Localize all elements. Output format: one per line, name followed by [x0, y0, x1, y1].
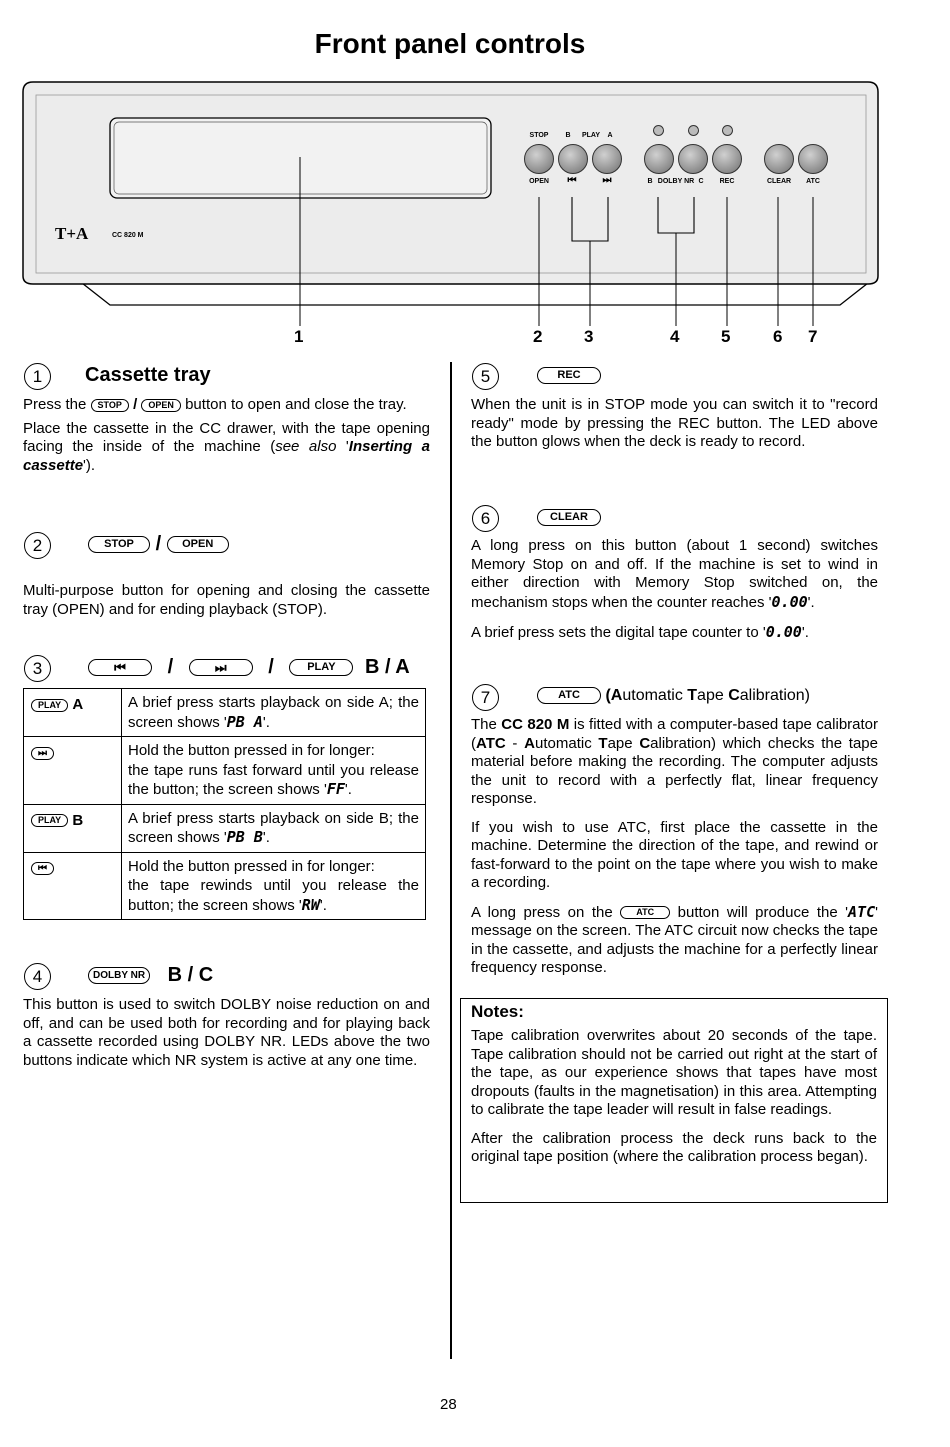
- label-stop: STOP: [529, 132, 549, 139]
- label-dolby: DOLBY NR: [657, 178, 695, 185]
- label-c-bottom: C: [698, 178, 704, 185]
- ff-button-icon-table: ⏭: [31, 747, 54, 760]
- section-7-para-3: [471, 903, 878, 978]
- section-3-table: [23, 688, 426, 920]
- s7-h-c: C: [728, 687, 740, 704]
- row-desc-ff: [122, 737, 426, 805]
- s7-c-bold: C: [639, 734, 651, 752]
- label-b-bottom: B: [647, 178, 653, 185]
- panel-clear-button: [764, 144, 794, 174]
- row-text-1: Hold the button pressed in for longer:: [128, 857, 375, 875]
- s7-h-a: A: [610, 687, 623, 704]
- section-4-body: This button is used to switch DOLBY noise reduction on and off, and can be used both for recording and for playing back a cassette recorded using DOLBY NR. LEDs above the two buttons indicate which NR system is active at any one time.: [23, 996, 430, 1069]
- row-text: A brief press starts playback on side A; the screen shows ': [128, 694, 419, 731]
- clear-button-icon: CLEAR: [537, 509, 601, 526]
- s1-slash: /: [133, 396, 138, 413]
- section-number-2: 2: [24, 532, 51, 559]
- section-6-para-2: [471, 623, 878, 643]
- label-rew-icon: ⏮: [567, 175, 577, 186]
- lcd-counter-zero: 0.00: [771, 592, 808, 611]
- table-row: [24, 689, 426, 737]
- section-1-body: [23, 396, 430, 475]
- panel-dolby-c-button: [678, 144, 708, 174]
- label-a-top: A: [607, 132, 613, 139]
- lcd-atc: ATC: [848, 902, 876, 921]
- callout-4: 4: [670, 327, 680, 346]
- section-2-heading: [88, 533, 229, 556]
- callout-2: 2: [533, 327, 543, 346]
- notes-title: Notes:: [471, 1002, 524, 1021]
- lcd-rw: RW: [301, 895, 320, 914]
- label-clear: CLEAR: [766, 178, 792, 185]
- callout-5: 5: [721, 327, 731, 346]
- row-end: '.: [262, 829, 270, 846]
- row-text-1: Hold the button pressed in for longer:: [128, 742, 375, 759]
- page-title: Front panel controls: [314, 28, 586, 59]
- panel-play-ff-button: [592, 144, 622, 174]
- s7-p3-b: button will produce the ': [677, 903, 849, 921]
- model-label: CC 820 M: [112, 232, 144, 239]
- section-7-para-1: [471, 716, 878, 809]
- row-end: '.: [344, 781, 352, 798]
- section-4-heading: [88, 964, 213, 987]
- section-6-para-1: [471, 537, 878, 612]
- s7-h-utomatic: utomatic: [622, 687, 688, 704]
- section-number-5: 5: [472, 363, 499, 390]
- row-end: '.: [319, 896, 327, 914]
- s1-ref-inserting: Inserting a cassette: [23, 438, 430, 474]
- s7-p1-b: is fitted with a computer-based tape calibrator (: [471, 716, 879, 752]
- s3-slash-2: /: [268, 656, 274, 678]
- atc-button-icon: ATC: [537, 687, 601, 704]
- lcd-ff: FF: [326, 780, 345, 798]
- s7-p1-c: utomatic: [535, 734, 599, 752]
- front-panel-illustration: [0, 0, 950, 350]
- s7-paren: (: [605, 687, 611, 704]
- s7-t-bold: T: [598, 734, 608, 752]
- panel-rewind-button: [558, 144, 588, 174]
- s7-h-ape: ape: [697, 687, 729, 704]
- s1-see-also: see also: [275, 438, 337, 455]
- label-rec: REC: [719, 178, 735, 185]
- label-open: OPEN: [529, 178, 549, 185]
- play-button-icon-b: PLAY: [31, 814, 68, 827]
- s7-p1-d: ape: [607, 734, 640, 752]
- s6-p2-end: '.: [801, 624, 809, 641]
- stop-button-icon-2: STOP: [88, 536, 150, 553]
- s7-model: CC 820 M: [501, 716, 570, 733]
- section-1-para-1: [23, 396, 430, 415]
- section-6-body: [471, 537, 878, 643]
- s6-p1-end: '.: [807, 593, 815, 611]
- lcd-pb-b: PB B: [226, 828, 263, 846]
- s1-end: ').: [83, 456, 96, 474]
- page-number: 28: [440, 1396, 457, 1413]
- panel-dolby-b-button: [644, 144, 674, 174]
- s7-p3-c: ' message on the screen. The ATC circuit now checks the tape in the cassette, and adjusts the machine for a perfectly linear frequency response.: [471, 903, 878, 976]
- rewind-button-icon: ⏮: [88, 659, 152, 676]
- label-play: PLAY: [581, 132, 601, 139]
- row-text: A brief press starts playback on side B; the screen shows ': [128, 809, 419, 846]
- callout-7: 7: [808, 327, 818, 346]
- row-key-ff: [24, 737, 122, 805]
- callout-3: 3: [584, 327, 594, 346]
- s7-p3-a: A long press on the: [471, 903, 613, 921]
- row-desc-play-b: [122, 804, 426, 852]
- section-number-3: 3: [24, 655, 51, 682]
- brand-logo: T+A: [55, 224, 89, 243]
- notes-para-1: Tape calibration overwrites about 20 seconds of the tape. Tape calibration should not be carried out right at the start of the tape, as our experience shows that tapes have most dropouts (faults in the magnetisation) in this area. Attempting to calibrate the tape leader will result in false readings.: [471, 1027, 877, 1118]
- s7-p1-a: The: [471, 716, 502, 733]
- rec-button-icon: REC: [537, 367, 601, 384]
- s7-p1-e: alibration) which checks the tape material before making the recording. The computer adjusts the unit to record with a perfectly flat, linear frequency response.: [471, 734, 878, 807]
- s7-atc-bold: ATC: [476, 734, 506, 752]
- s2-slash: /: [155, 533, 162, 555]
- section-number-6: 6: [472, 505, 499, 532]
- section-2-body: Multi-purpose button for opening and closing the cassette tray (OPEN) and for ending playback (STOP).: [23, 582, 430, 618]
- side-b-label: B: [72, 811, 84, 829]
- section-number-1: 1: [24, 363, 51, 390]
- section-7-body: [471, 716, 878, 978]
- play-button-icon-a: PLAY: [31, 699, 68, 712]
- panel-atc-button: [798, 144, 828, 174]
- s7-dash: -: [505, 734, 525, 752]
- section-title-cassette-tray: Cassette tray: [85, 364, 211, 386]
- label-atc: ATC: [806, 178, 820, 185]
- s7-h-alibration: alibration): [739, 687, 811, 704]
- s1-quote: ': [336, 438, 349, 455]
- led-rec: [722, 125, 733, 136]
- notes-para-2: After the calibration process the deck runs back to the original tape position (where the calibration process began).: [471, 1129, 877, 1165]
- s3-slash-1: /: [167, 656, 174, 678]
- table-row: [24, 737, 426, 805]
- lcd-counter-zero-2: 0.00: [765, 623, 802, 641]
- led-dolby-c: [688, 125, 699, 136]
- row-key-play-b: [24, 804, 122, 852]
- section-number-4: 4: [24, 963, 51, 990]
- led-dolby-b: [653, 125, 664, 136]
- s4-suffix: B / C: [167, 964, 214, 986]
- s1-p2-text: Place the cassette in the CC drawer, with the tape opening facing the inside of the machine (: [23, 419, 430, 455]
- panel-rec-button: [712, 144, 742, 174]
- s7-a-bold: A: [524, 734, 535, 752]
- s1-text-b: button to open and close the tray.: [185, 396, 407, 413]
- row-text-2: the tape runs fast forward until you release the button; the screen shows ': [128, 761, 419, 798]
- notes-box: [460, 998, 888, 1203]
- section-1-para-2: [23, 420, 430, 476]
- row-key-rew: [24, 852, 122, 920]
- section-7-heading: [537, 687, 810, 705]
- section-7-para-2: If you wish to use ATC, first place the cassette in the machine. Determine the direction of the tape, and rewind or fast-forward to the point on the tape where you wish to make a recording.: [471, 818, 878, 891]
- side-a-label: A: [72, 696, 84, 713]
- atc-button-icon-inline: ATC: [620, 906, 670, 919]
- dolby-button-icon: DOLBY NR: [88, 967, 150, 984]
- open-button-icon-2: OPEN: [167, 536, 229, 553]
- s3-suffix: B / A: [364, 656, 410, 678]
- ff-button-icon: ⏭: [189, 659, 253, 676]
- table-row: [24, 852, 426, 920]
- lcd-pb-a: PB A: [226, 712, 263, 731]
- callout-1: 1: [294, 327, 304, 346]
- s6-p1-text: A long press on this button (about 1 second) switches Memory Stop on and off. If the machine is set to wind in either direction with Memory Stop switched on, the mechanism stops when the counter reaches ': [471, 537, 878, 611]
- section-number-7: 7: [472, 684, 499, 711]
- s6-p2-text: A brief press sets the digital tape counter to ': [471, 624, 766, 641]
- column-divider: [450, 362, 452, 1359]
- rewind-button-icon-table: ⏮: [31, 862, 54, 875]
- s7-h-t: T: [687, 687, 698, 704]
- row-end: '.: [262, 713, 270, 731]
- panel-stop-open-button: [524, 144, 554, 174]
- table-row: [24, 804, 426, 852]
- callout-6: 6: [773, 327, 783, 346]
- row-key-play-a: [24, 689, 122, 737]
- row-text-2: the tape rewinds until you release the button; the screen shows ': [128, 877, 419, 914]
- panel-drawing: [0, 0, 950, 350]
- play-button-icon: PLAY: [289, 659, 353, 676]
- s1-text-a: Press the: [23, 396, 87, 413]
- row-desc-rew: [122, 852, 426, 920]
- stop-button-icon: STOP: [91, 399, 129, 412]
- row-desc-play-a: [122, 689, 426, 737]
- label-b-top: B: [565, 132, 571, 139]
- section-3-heading: [88, 656, 410, 679]
- open-button-icon: OPEN: [141, 399, 181, 412]
- section-5-body: When the unit is in STOP mode you can switch it to "record ready" mode by pressing the REC button. The LED above the button glows when the deck is ready to record.: [471, 396, 878, 450]
- label-ff-icon: ⏭: [602, 175, 612, 186]
